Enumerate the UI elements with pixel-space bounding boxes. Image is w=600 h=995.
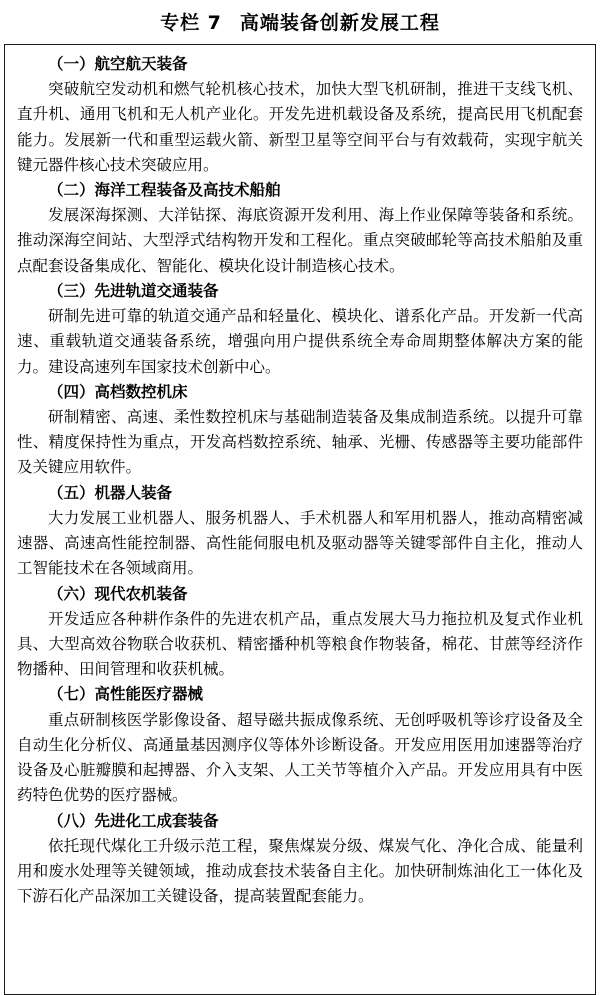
content-frame [4, 44, 596, 995]
section-heading: （八）先进化工成套装备 [48, 811, 219, 830]
section-heading: （六）现代农机装备 [48, 584, 188, 603]
section-body: 重点研制核医学影像设备、超导磁共振成像系统、无创呼吸机等诊疗设备及全自动生化分析仪、高通量基因测序仪等体外诊断设备。开发应用医用加速器等治疗设备及心脏瓣膜和起搏器、介入支架、人工关节等植介入产品。开发应用具有中医药特色优势的医疗器械。 [17, 710, 583, 805]
section-body: 大力发展工业机器人、服务机器人、手术机器人和军用机器人，推动高精密减速器、高速高性能控制器、高性能伺服电机及驱动器等关键零部件自主化，推动人工智能技术在各领域商用。 [17, 508, 583, 578]
title-label: 专栏 7 [160, 12, 222, 34]
page-title [0, 0, 600, 44]
section-heading: （七）高性能医疗器械 [48, 685, 204, 704]
section-heading: （二）海洋工程装备及高技术船舶 [48, 181, 281, 200]
section-heading: （五）机器人装备 [48, 483, 173, 502]
section-body: 发展深海探测、大洋钻探、海底资源开发利用、海上作业保障等装备和系统。推动深海空间站、大型浮式结构物开发和工程化。重点突破邮轮等高技术船舶及重点配套设备集成化、智能化、模块化设计制造核心技术。 [17, 206, 583, 275]
section-body: 依托现代煤化工升级示范工程，聚焦煤炭分级、煤炭气化、净化合成、能量利用和废水处理等关键领域，推动成套技术装备自主化。加快研制炼油化工一体化及下游石化产品深加工关键设备，提高装置配套能力。 [17, 836, 583, 906]
section-body: 突破航空发动机和燃气轮机核心技术，加快大型飞机研制，推进干支线飞机、直升机、通用飞机和无人机产业化。开发先进机载设备及系统，提高民用飞机配套能力。发展新一代和重型运载火箭、新型卫星等空间平台与有效载荷，实现宇航关键元器件核心技术突破应用。 [17, 80, 583, 174]
section-body: 研制精密、高速、柔性数控机床与基础制造装备及集成制造系统。以提升可靠性、精度保持性为重点，开发高档数控系统、轴承、光栅、传感器等主要功能部件及关键应用软件。 [17, 407, 583, 477]
title-text: 高端装备创新发展工程 [239, 12, 440, 34]
section-heading: （四）高档数控机床 [48, 382, 188, 401]
section-body: 开发适应各种耕作条件的先进农机产品，重点发展大马力拖拉机及复式作业机具、大型高效谷物联合收获机、精密播种机等粮食作物装备，棉花、甘蔗等经济作物播种、田间管理和收获机械。 [17, 609, 583, 679]
section-heading: （三）先进轨道交通装备 [48, 281, 219, 300]
section-body: 研制先进可靠的轨道交通产品和轻量化、模块化、谱系化产品。开发新一代高速、重载轨道交通装备系统，增强向用户提供系统全寿命周期整体解决方案的能力。建设高速列车国家技术创新中心。 [17, 307, 583, 376]
section-heading: （一）航空航天装备 [48, 55, 188, 73]
